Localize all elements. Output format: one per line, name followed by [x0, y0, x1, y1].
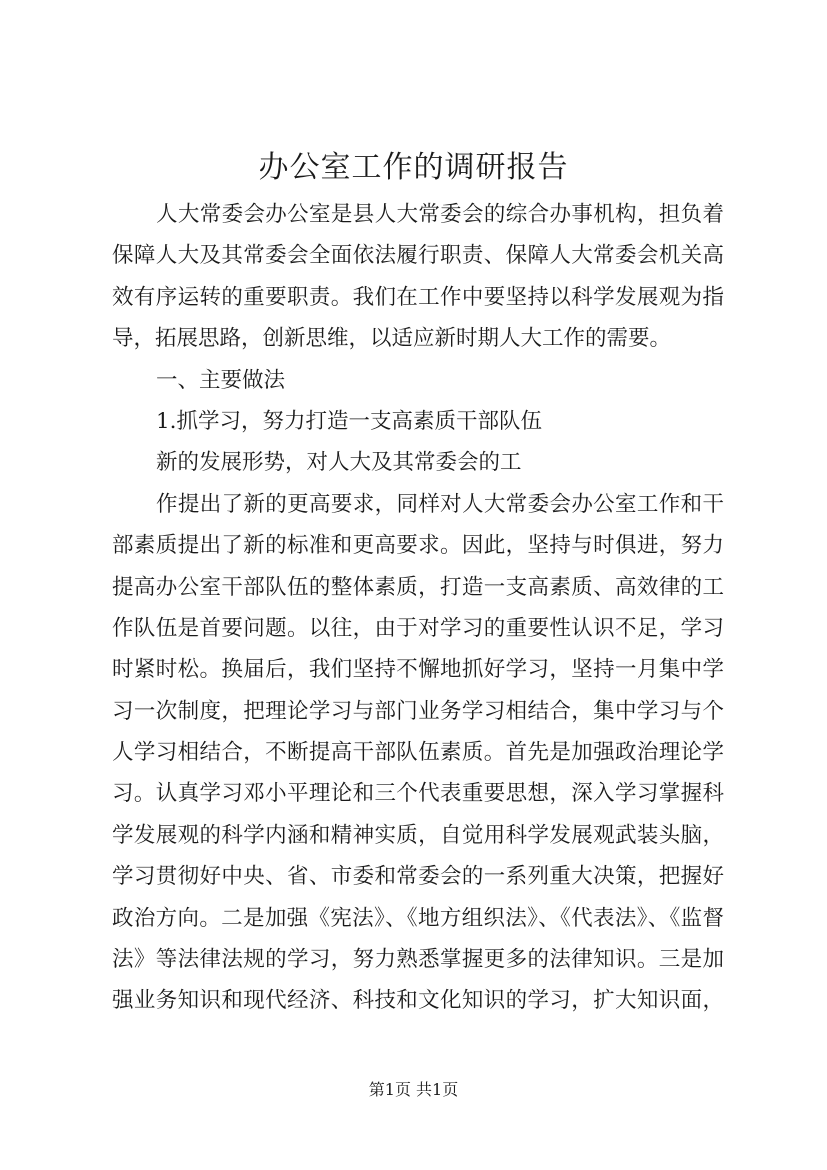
text-line: 时紧时松。换届后，我们坚持不懈地抓好学习，坚持一月集中学 — [112, 657, 724, 683]
text-line: 1.抓学习，努力打造一支高素质干部队伍 — [156, 408, 543, 434]
text-line: 保障人大及其常委会全面依法履行职责、保障人大常委会机关高 — [112, 243, 724, 269]
text-line: 法》等法律法规的学习，努力熟悉掌握更多的法律知识。三是加 — [112, 947, 724, 973]
page-footer: 第1页 共1页 — [368, 1080, 459, 1099]
text-line: 习。认真学习邓小平理论和三个代表重要思想，深入学习掌握科 — [112, 781, 724, 807]
text-line: 作队伍是首要问题。以往，由于对学习的重要性认识不足，学习 — [112, 615, 724, 641]
text-line: 习一次制度，把理论学习与部门业务学习相结合，集中学习与个 — [112, 698, 724, 724]
text-line: 提高办公室干部队伍的整体素质，打造一支高素质、高效律的工 — [112, 574, 724, 600]
text-line: 学习贯彻好中央、省、市委和常委会的一系列重大决策，把握好 — [112, 864, 724, 890]
text-line: 导，拓展思路，创新思维，以适应新时期人大工作的需要。 — [112, 326, 672, 352]
text-line: 学发展观的科学内涵和精神实质，自觉用科学发展观武装头脑， — [112, 822, 724, 848]
text-line: 新的发展形势，对人大及其常委会的工 — [156, 450, 522, 476]
document-body — [112, 194, 724, 1022]
text-line: 效有序运转的重要职责。我们在工作中要坚持以科学发展观为指 — [112, 284, 724, 310]
text-line: 强业务知识和现代经济、科技和文化知识的学习，扩大知识面， — [112, 988, 724, 1014]
text-line: 部素质提出了新的标准和更高要求。因此，坚持与时俱进，努力 — [112, 533, 724, 559]
text-line: 人大常委会办公室是县人大常委会的综合办事机构，担负着 — [156, 202, 724, 227]
text-line: 一、主要做法 — [156, 367, 286, 393]
page-title: 办公室工作的调研报告 — [258, 150, 569, 185]
text-line: 政治方向。二是加强《宪法》、《地方组织法》、《代表法》、《监督 — [112, 905, 724, 931]
text-line: 作提出了新的更高要求，同样对人大常委会办公室工作和干 — [156, 491, 724, 517]
text-line: 人学习相结合，不断提高干部队伍素质。首先是加强政治理论学 — [112, 740, 724, 766]
